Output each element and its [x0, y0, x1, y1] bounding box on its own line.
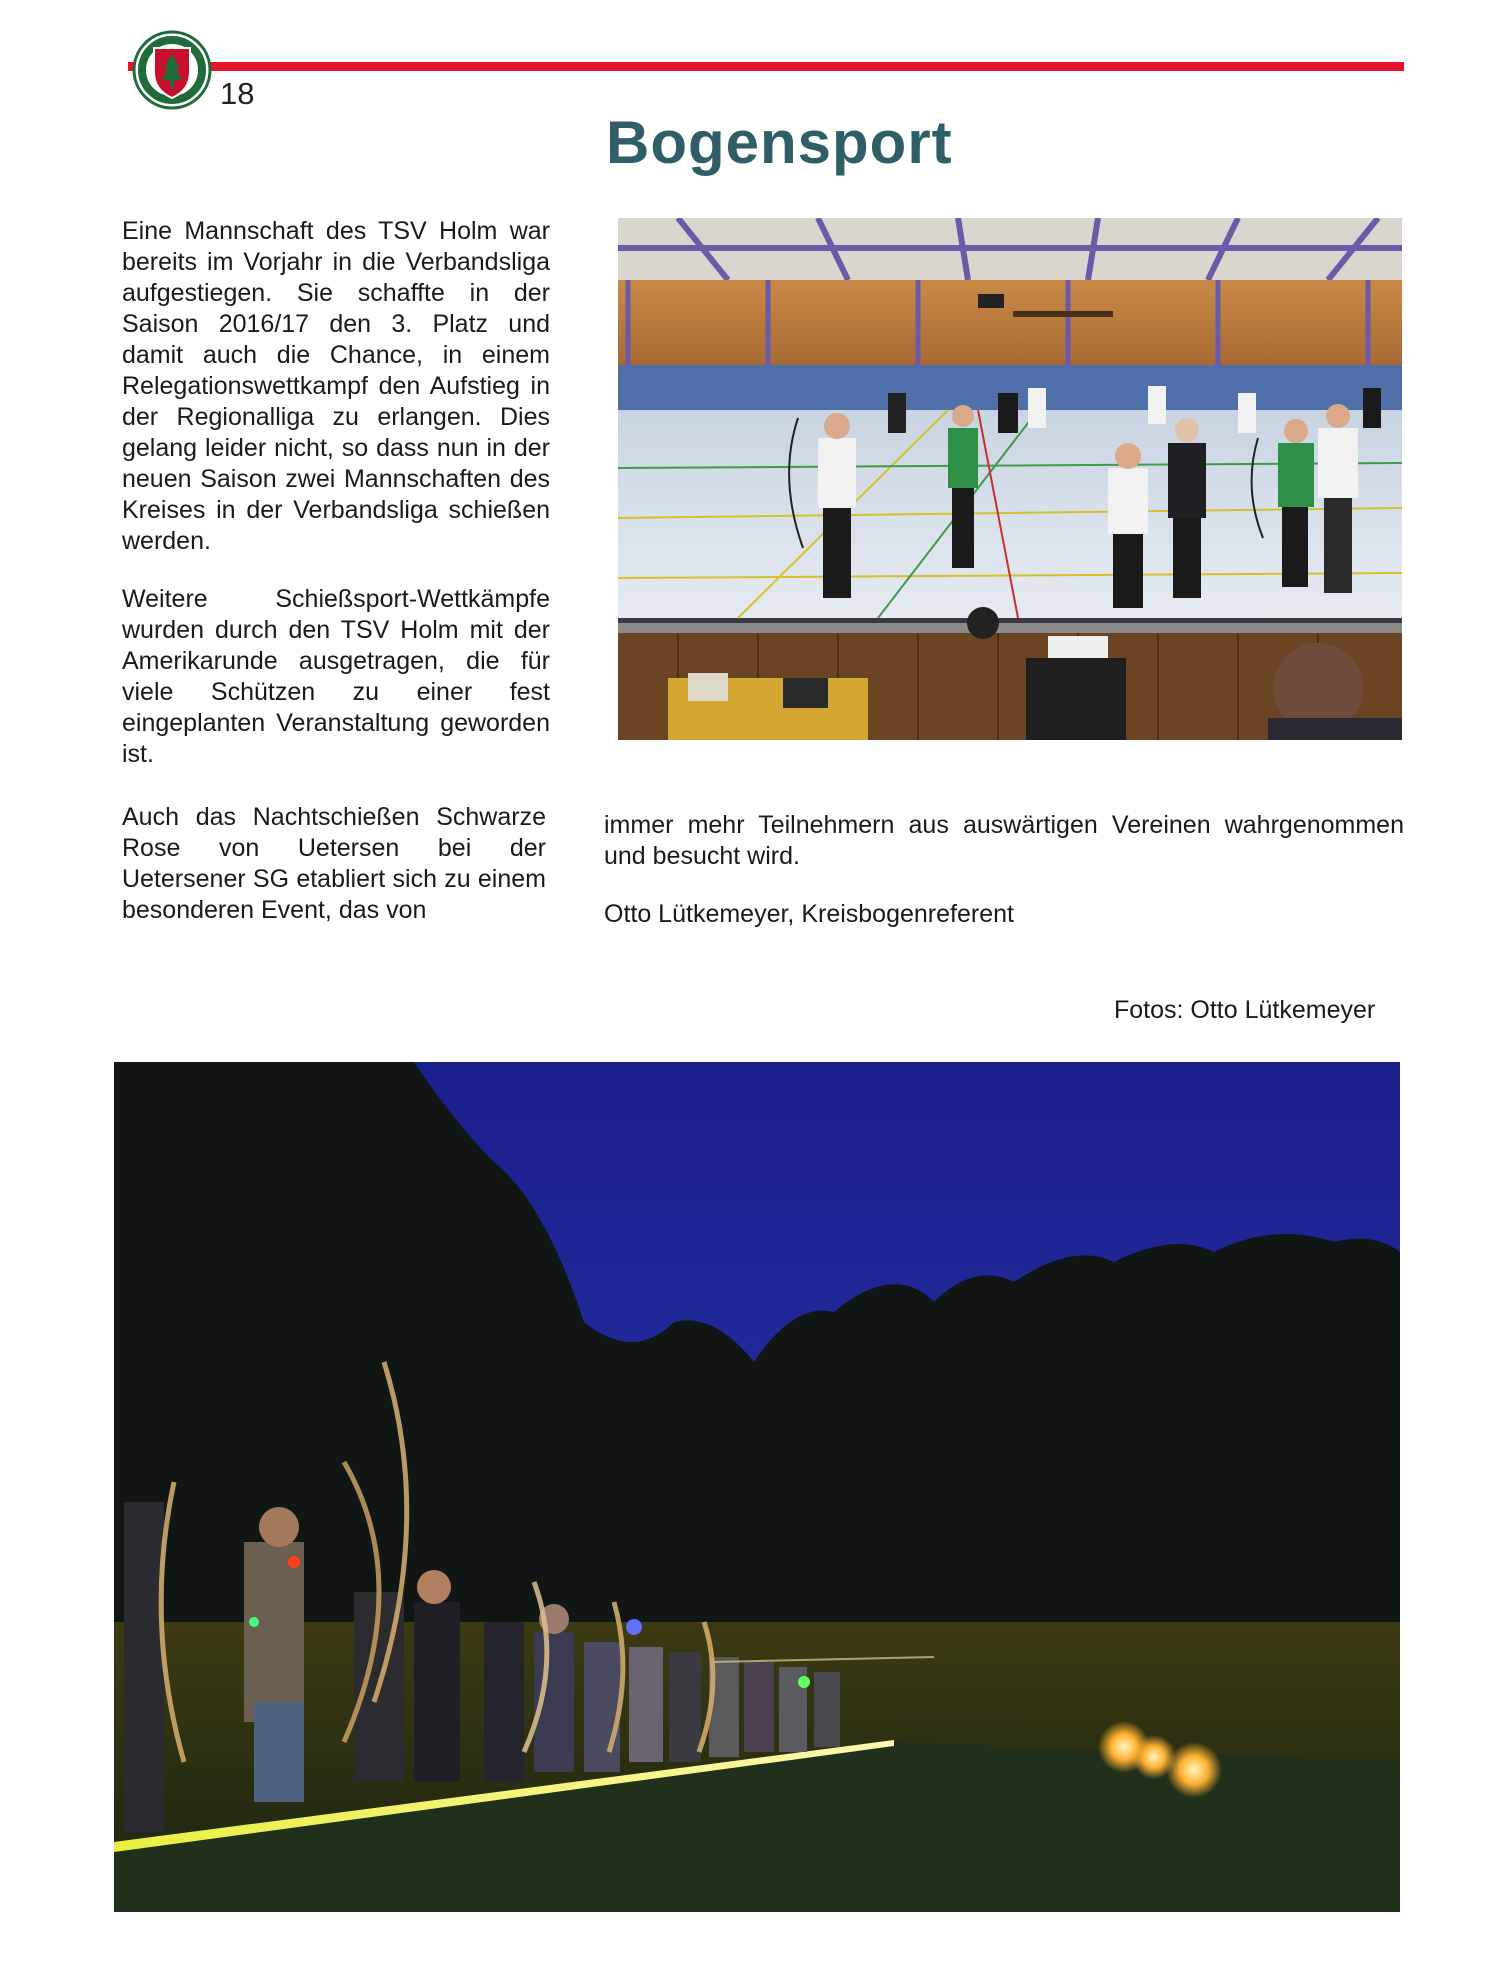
page-title: Bogensport: [606, 109, 953, 176]
paragraph-2: Weitere Schießsport-Wettkämpfe wurden durch den TSV Holm mit der Amerikarunde ausgetragen, die für viele Schützen zu einer fest eingeplanten Veranstaltung geworden ist.: [122, 585, 550, 768]
paragraph-3-part-2: immer mehr Teilnehmern aus auswärtigen Vereinen wahrgenommen und besucht wird.: [604, 811, 1404, 870]
photo-credit: Fotos: Otto Lütkemeyer: [1114, 996, 1376, 1024]
night-shooting-photo: [114, 1062, 1400, 1912]
author-credit: Otto Lütkemeyer, Kreisbogenreferent: [604, 900, 1014, 928]
indoor-hall-photo: [618, 218, 1402, 740]
header-rule: [128, 62, 1404, 71]
page-number: 18: [220, 76, 255, 111]
paragraph-1: Eine Mannschaft des TSV Holm war bereits im Vorjahr in die Verbandsliga aufgestiegen. Sie schaffte in der Saison 2016/17 den 3. Platz und damit auch die Chance, in einem Relegationswettkampf den Aufstieg in der Regionalliga zu erlangen. Dies gelang leider nicht, so dass nun in der neuen Saison zwei Mannschaften des Kreises in der Verbandsliga schießen werden.: [122, 217, 550, 555]
paragraph-3-part-1: Auch das Nachtschießen Schwarze Rose von Uetersen bei der Uetersener SG etabliert sich zu einem besonderen Event, das von: [122, 803, 546, 924]
crest-logo-icon: [132, 30, 212, 110]
